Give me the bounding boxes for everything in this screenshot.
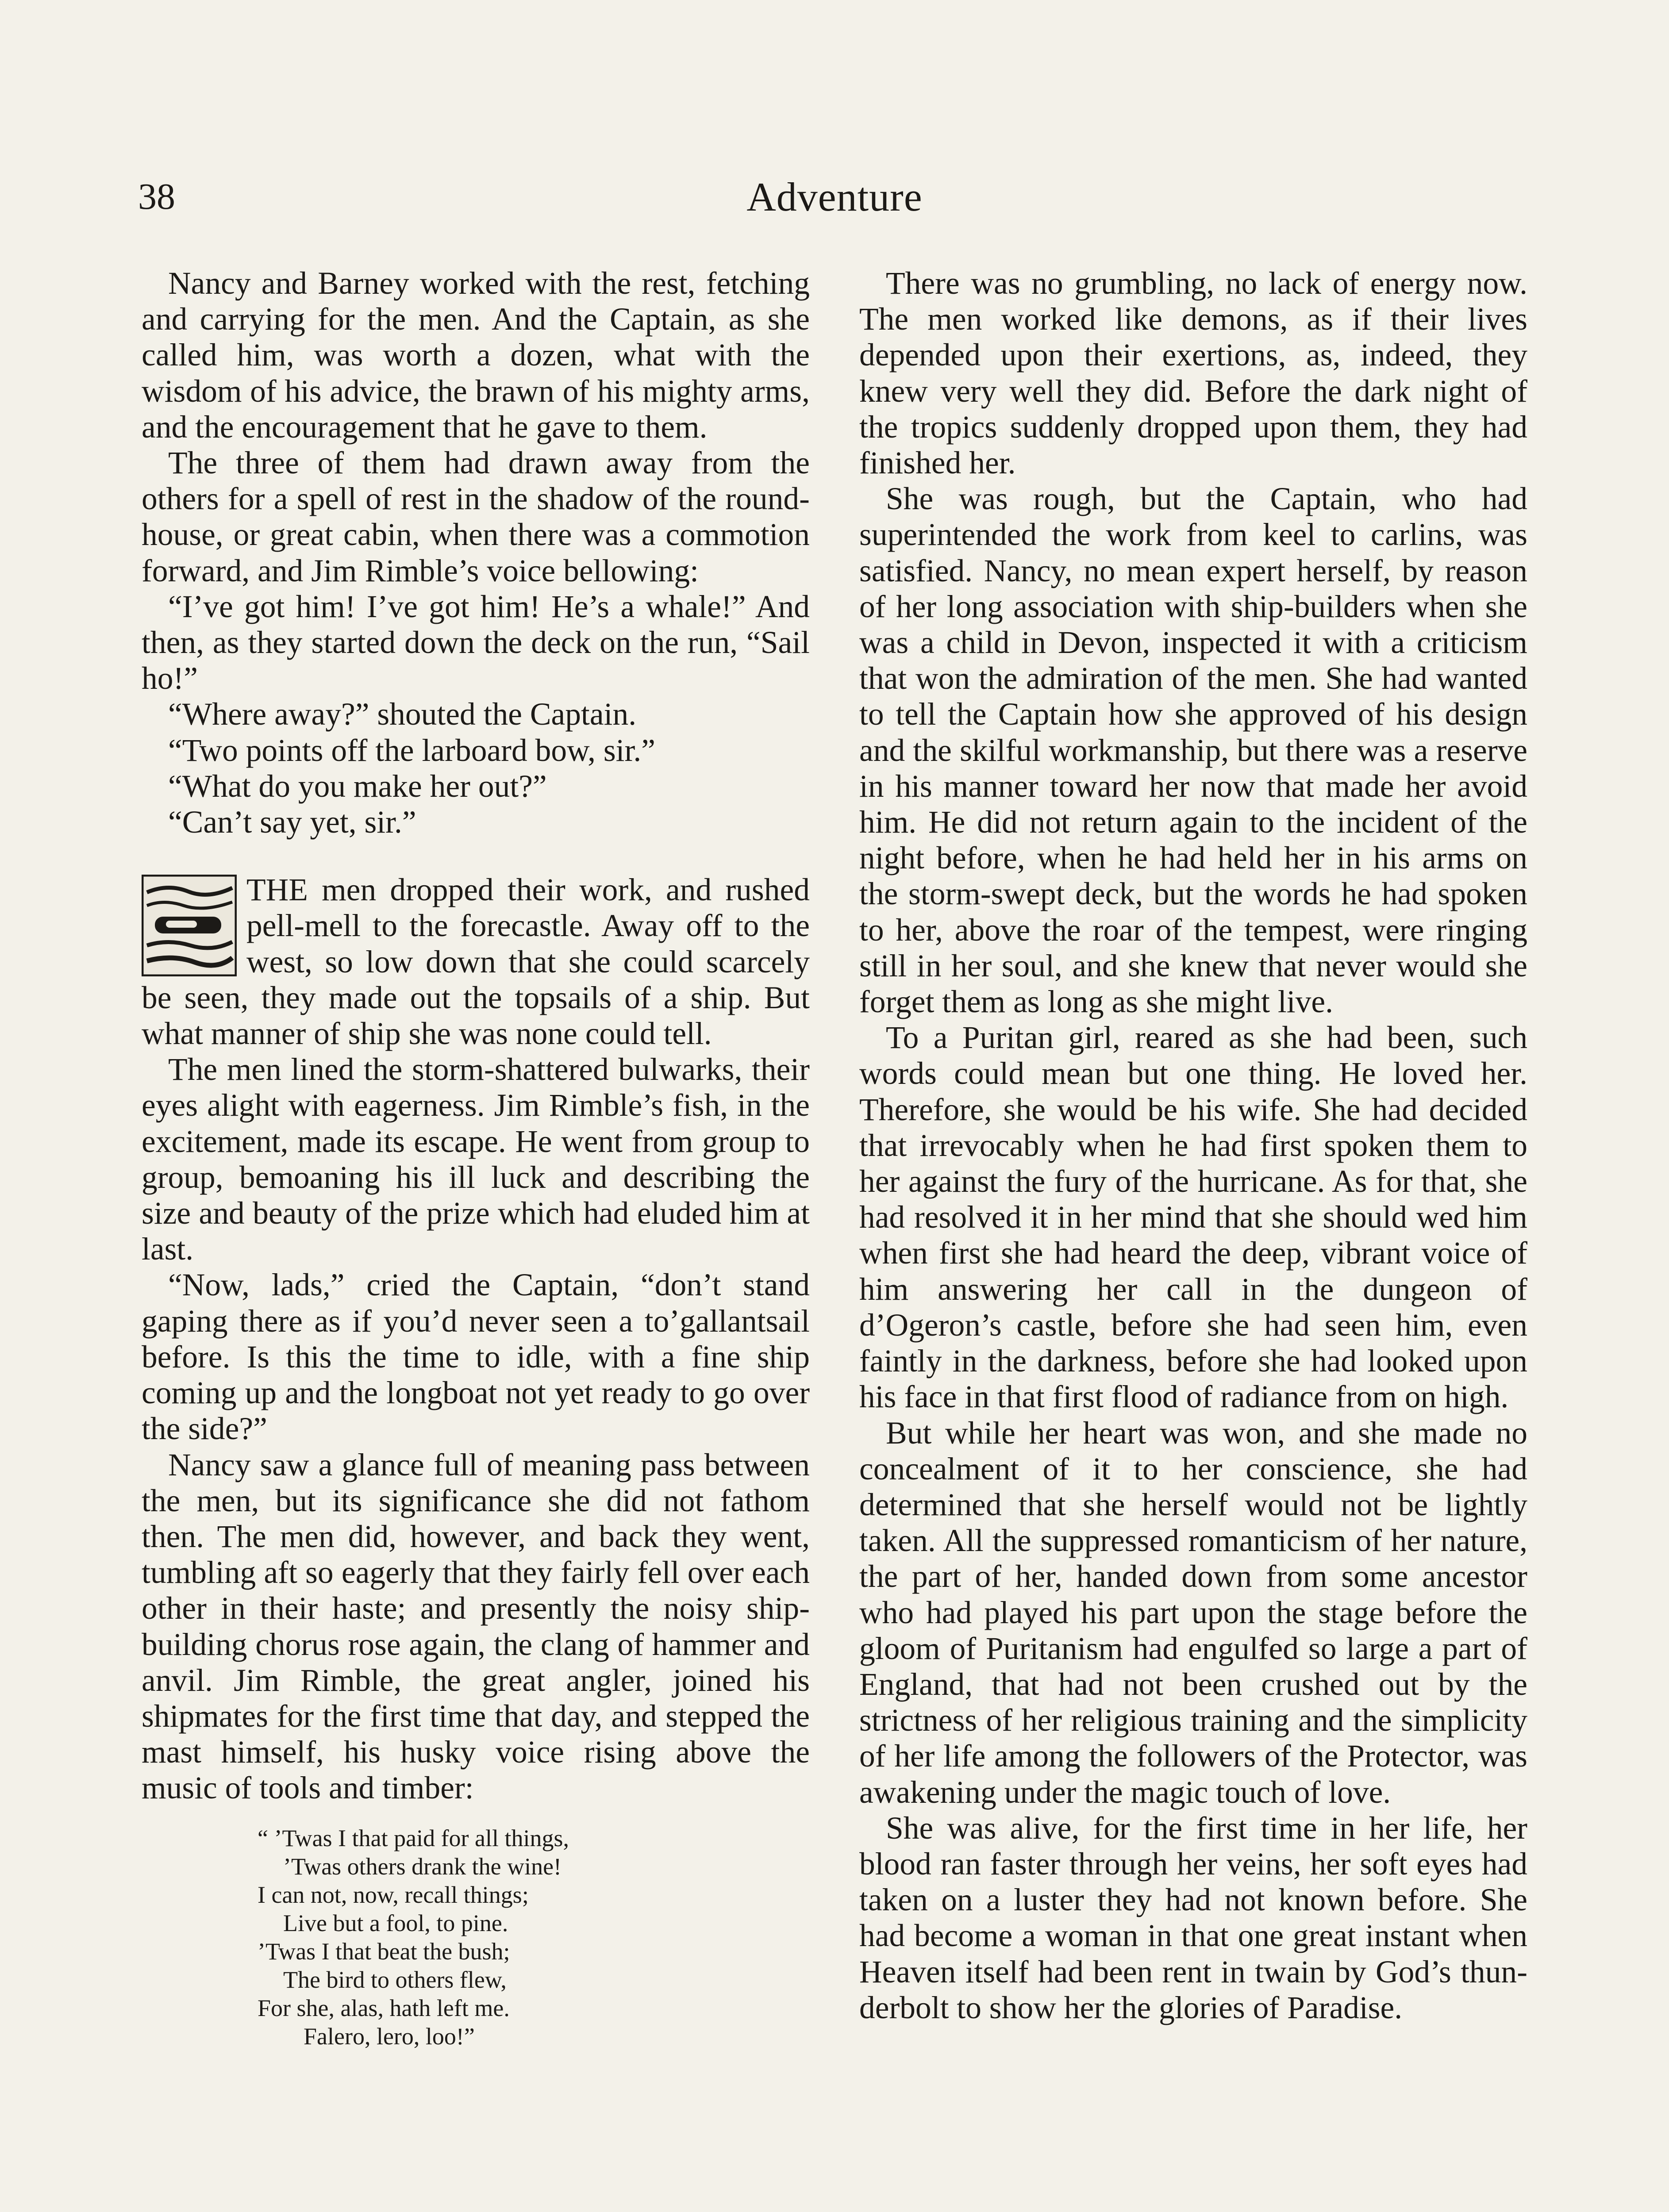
paragraph: The men lined the storm-shattered bulwarks, their eyes alight with eagerness. Jim Rimble’s fish, in the excitement, made its escape. He went from group to group, bemoaning his ill luck and describing the size and beauty of the prize which had eluded him at last. (142, 1052, 810, 1267)
song-line: Live but a fool, to pine. (283, 1909, 508, 1936)
paragraph: “Where away?” shouted the Captain. (168, 697, 637, 732)
paragraph: She was rough, but the Captain, who had superintended the work from keel to carlins, was satisfied. Nancy, no mean expert herself, by reason of her long association with ship-builders when she was a child in Devon, inspected it with a criticism that won the admiration of the men. She had wanted to tell the Captain how she approved of his design and the skilful workmanship, but there was a reserve in his manner toward her now that made her avoid him. He did not return again to the incident of the night before, when he had held her in his arms on the storm-swept deck, but the words he had spoken to her, above the roar of the tempest, were ringing still in her soul, and she knew that never would she forget them as long as she might live. (859, 481, 1527, 1020)
song-line: “ ’Twas I that paid for all things, (258, 1824, 569, 1851)
paragraph: “Two points off the larboard bow, sir.” (168, 733, 656, 768)
left-column (142, 265, 810, 2051)
paragraph: Nancy saw a glance full of meaning pass between the men, but its significance she did not fathom then. The men did, however, and back they went, tumbling aft so eagerly that they fairly fell over each other in their haste; and presently the noisy shipbuilding chorus rose again, the clang of hammer and anvil. Jim Rimble, the great angler, joined his shipmates for the first time that day, and stepped the mast himself, his husky voice rising above the music of tools and timber: (142, 1447, 810, 1806)
paragraph: “I’ve got him! I’ve got him! He’s a whale!” And then, as they started down the deck on the run, “Sail ho!” (142, 589, 810, 696)
paragraph: She was alive, for the first time in her life, her blood ran faster through her veins, her soft eyes had taken on a luster they had not known before. She had become a woman in that one great instant when Heaven itself had been rent in twain by God’s thunderbolt to show her the glories of Paradise. (859, 1810, 1527, 2025)
page-number: 38 (138, 176, 175, 217)
page-header (0, 173, 1669, 230)
paragraph: “Can’t say yet, sir.” (168, 805, 416, 840)
song-line: For she, alas, hath left me. (258, 1994, 510, 2021)
song-line: The bird to others flew, (283, 1966, 507, 1993)
paragraph: There was no grumbling, no lack of energy now. The men worked like demons, as if their lives depended upon their exertions, as, indeed, they knew very well they did. Before the dark night of the tropics suddenly dropped upon them, they had finished her. (859, 266, 1527, 481)
paragraph: “Now, lads,” cried the Captain, “don’t stand gaping there as if you’d never seen a to’gallantsail before. Is this the time to idle, with a fine ship coming up and the longboat not yet ready to go over the side?” (142, 1267, 810, 1447)
section-break (142, 872, 810, 1052)
song-line: I can not, now, recall things; (258, 1881, 529, 1908)
paragraph: Nancy and Barney worked with the rest, fetching and carrying for the men. And the Captain, as she called him, was worth a dozen, what with the wisdom of his advice, the brawn of his mighty arms, and the encouragement that he gave to them. (142, 266, 810, 445)
paragraph: The three of them had drawn away from the others for a spell of rest in the shadow of the round-house, or great cabin, when there was a commotion forward, and Jim Rimble’s voice bellowing: (142, 445, 810, 588)
woodcut-ship-dropcap-icon (142, 875, 237, 976)
paragraph: “What do you make her out?” (168, 768, 547, 804)
paragraph: But while her heart was won, and she made no concealment of it to her conscience, she had determined that she herself would not be lightly taken. All the suppressed romanticism of her nature, the part of her, handed down from some ancestor who had played his part upon the stage before the gloom of Puritanism had engulfed so large a part of England, that had not been crushed out by the strictness of her religious training and the simplicity of her life among the followers of the Protector, was awakening under the magic touch of love. (859, 1415, 1527, 1810)
right-column (859, 265, 1527, 2026)
paragraph: THE men dropped their work, and rushed pell-mell to the forecastle. Away off to the west, so low down that she could scarcely be seen, they made out the topsails of a ship. But what manner of ship she was none could tell. (142, 872, 810, 1052)
magazine-title: Adventure (746, 174, 923, 219)
song-line: ’Twas I that beat the bush; (258, 1938, 510, 1965)
paragraph: To a Puritan girl, reared as she had been, such words could mean but one thing. He loved her. Therefore, she would be his wife. She had decided that irrevocably when he had first spoken them to her against the fury of the hurricane. As for that, she had resolved it in her mind that she should wed him when first she had heard the deep, vibrant voice of him answering her call in the dungeon of d’Ogeron’s castle, before she had seen him, even faintly in the darkness, before she had looked upon his face in that first flood of radiance from on high. (859, 1020, 1527, 1415)
song-line: ’Twas others drank the wine! (283, 1853, 562, 1880)
song-line: Falero, lero, loo!” (304, 2023, 475, 2050)
song-verse (258, 1824, 810, 2051)
